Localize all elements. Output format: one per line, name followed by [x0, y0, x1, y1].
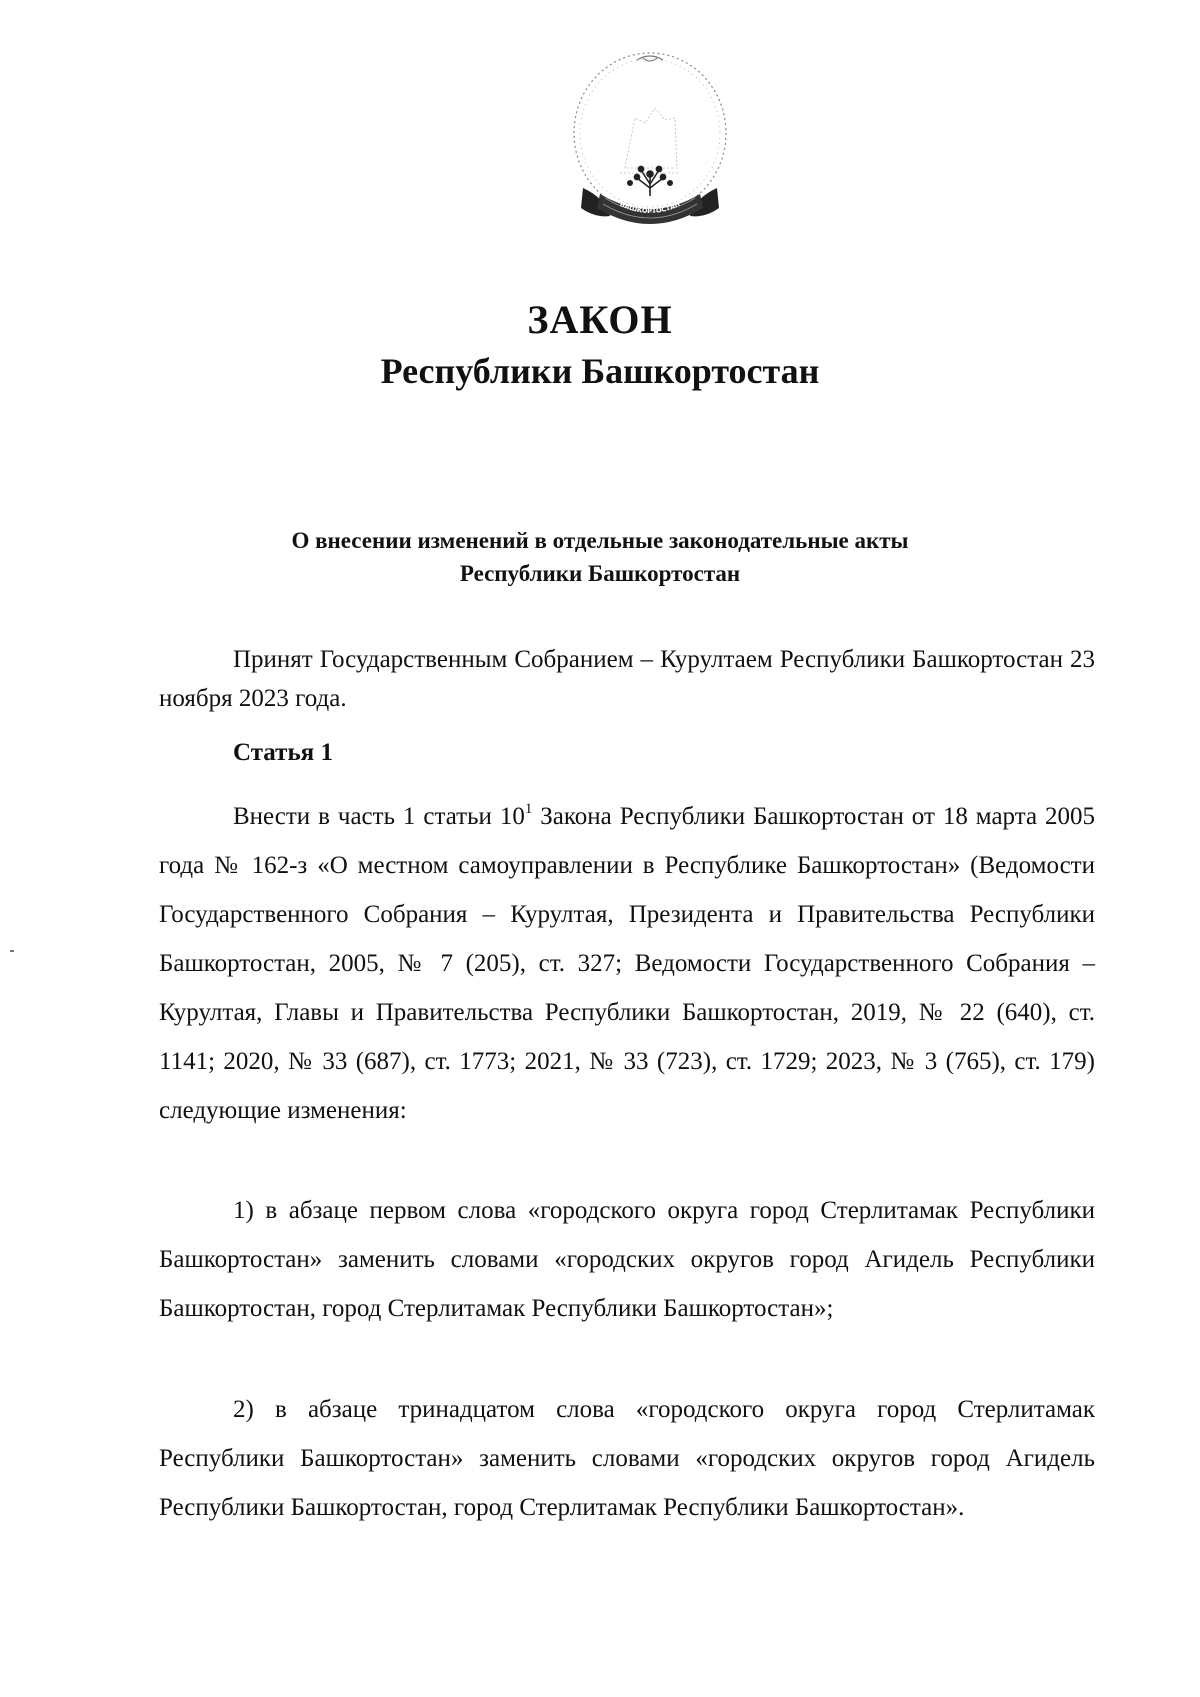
law-heading-line-2: Республики Башкортостан	[459, 561, 741, 586]
document-title: ЗАКОН	[527, 297, 673, 342]
law-heading	[0, 524, 1200, 590]
law-heading-line-1: О внесении изменений в отдельные законодательные акты	[291, 528, 909, 553]
amendment-item-2: 2) в абзаце тринадцатом слова «городского округа город Стерлитамак Республики Башкортостан» заменить словами «городских округов город Агидель Республики Башкортостан, город Стерлитамак Республики Башкортостан».	[159, 1396, 1095, 1521]
article-title: Статья 1	[233, 739, 333, 766]
article-intro-text-start: Внести в часть 1 статьи 10	[233, 803, 525, 830]
article-superscript: 1	[524, 800, 533, 817]
article-intro-paragraph	[159, 792, 1095, 1135]
bashkortostan-coat-of-arms-icon	[565, 48, 735, 238]
amendment-item-1: 1) в абзаце первом слова «городского округа город Стерлитамак Республики Башкортостан» заменить словами «городских округов город Агидель Республики Башкортостан, город Стерлитамак Республики Башкортостан»;	[159, 1197, 1095, 1322]
document-subtitle: Республики Башкортостан	[380, 351, 820, 391]
adoption-statement: Принят Государственным Собранием – Курултаем Республики Башкортостан 23 ноября 2023 года.	[159, 646, 1095, 712]
emblem-ribbon-text: БАШКОРТОСТАН	[618, 200, 682, 216]
article-intro-text-rest: Закона Республики Башкортостан от 18 марта 2005 года № 162-з «О местном самоуправлении в Республике Башкортостан» (Ведомости Государственного Собрания – Курултая, Президента и Правительства Республики Башкортостан, 2005, № 7 (205), ст. 327; Ведомости Государственного Собрания – Курултая, Главы и Правительства Республики Башкортостан, 2019, № 22 (640), ст. 1141; 2020, № 33 (687), ст. 1773; 2021, № 33 (723), ст. 1729; 2023, № 3 (765), ст. 179) следующие изменения:	[159, 803, 1095, 1124]
margin-mark	[10, 950, 14, 952]
